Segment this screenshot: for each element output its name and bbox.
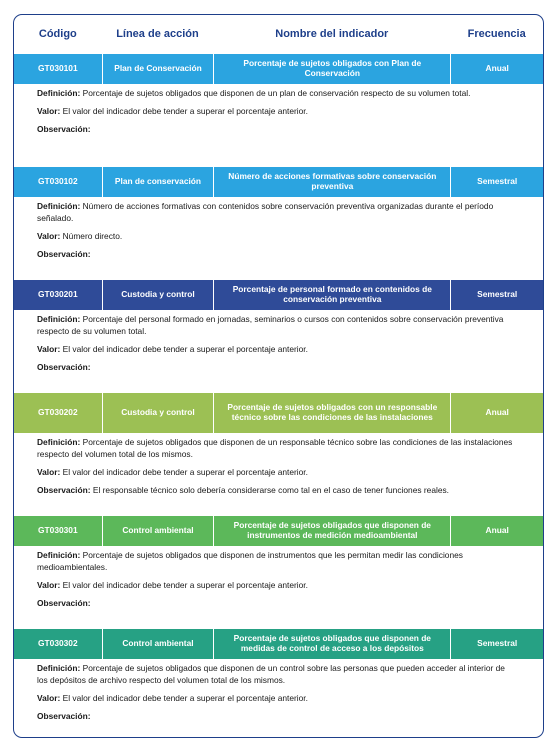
header-codigo: Código xyxy=(38,28,77,40)
definicion-label: Definición: xyxy=(37,437,81,447)
definicion-label: Definición: xyxy=(37,314,81,324)
valor-label: Valor: xyxy=(37,467,61,477)
definicion-text: Porcentaje de sujetos obligados que disponen de un control sobre las personas que pueden acceder al interior de los depósitos de archivo respecto del volumen total de los mismos. xyxy=(37,663,505,685)
definicion-label: Definición: xyxy=(37,88,81,98)
indicator-linea: Plan de Conservación xyxy=(102,54,214,84)
valor-line xyxy=(37,343,543,355)
header-frecuencia: Frecuencia xyxy=(467,28,526,40)
valor-text: El valor del indicador debe tender a superar el porcentaje anterior. xyxy=(62,580,308,590)
valor-line xyxy=(37,692,543,704)
table-header xyxy=(14,15,543,53)
indicator-code: GT030201 xyxy=(38,289,78,300)
observacion-line xyxy=(37,710,543,722)
indicator-nombre: Porcentaje de sujetos obligados que disponen de instrumentos de medición medioambiental xyxy=(213,516,450,546)
valor-label: Valor: xyxy=(37,106,61,116)
valor-label: Valor: xyxy=(37,693,61,703)
valor-text: El valor del indicador debe tender a superar el porcentaje anterior. xyxy=(62,344,308,354)
indicator-code: GT030301 xyxy=(38,525,78,536)
definicion-label: Definición: xyxy=(37,663,81,673)
observacion-label: Observación: xyxy=(37,711,91,721)
indicator-row-bar xyxy=(14,279,543,310)
observacion-label: Observación: xyxy=(37,598,91,608)
valor-label: Valor: xyxy=(37,580,61,590)
indicator-frecuencia: Semestral xyxy=(450,167,543,197)
indicator-linea: Custodia y control xyxy=(102,393,214,433)
indicator-details xyxy=(14,84,543,166)
valor-line xyxy=(37,105,543,117)
observacion-line xyxy=(37,484,543,496)
indicator-details xyxy=(14,433,543,515)
valor-text: El valor del indicador debe tender a superar el porcentaje anterior. xyxy=(62,467,308,477)
indicator-row-bar xyxy=(14,392,543,433)
definicion-line xyxy=(37,436,543,460)
indicator-code: GT030202 xyxy=(38,407,78,418)
header-nombre: Nombre del indicador xyxy=(275,28,389,40)
header-linea: Línea de acción xyxy=(116,28,199,40)
valor-line xyxy=(37,230,543,242)
valor-line xyxy=(37,466,543,478)
indicator-linea: Custodia y control xyxy=(102,280,214,310)
definicion-label: Definición: xyxy=(37,201,81,211)
valor-text: Número directo. xyxy=(62,231,123,241)
indicator-frecuencia: Anual xyxy=(450,516,543,546)
definicion-label: Definición: xyxy=(37,550,81,560)
indicator-row-bar xyxy=(14,53,543,84)
observacion-label: Observación: xyxy=(37,249,91,259)
definicion-line xyxy=(37,662,543,686)
indicator-row-bar xyxy=(14,166,543,197)
indicator-row-bar xyxy=(14,515,543,546)
indicator-nombre: Porcentaje de sujetos obligados que disponen de medidas de control de acceso a los depósitos xyxy=(213,629,450,659)
valor-text: El valor del indicador debe tender a superar el porcentaje anterior. xyxy=(62,106,308,116)
indicator-table xyxy=(13,14,544,738)
valor-line xyxy=(37,579,543,591)
indicator-details xyxy=(14,310,543,392)
definicion-line xyxy=(37,200,543,224)
indicator-frecuencia: Semestral xyxy=(450,629,543,659)
definicion-line xyxy=(37,549,543,573)
definicion-text: Número de acciones formativas con contenidos sobre conservación preventiva organizadas durante el período señalado. xyxy=(37,201,494,223)
indicator-nombre: Porcentaje de sujetos obligados con un responsable técnico sobre las condiciones de las instalaciones xyxy=(213,393,450,433)
observacion-line xyxy=(37,248,543,260)
indicator-nombre: Porcentaje de sujetos obligados con Plan de Conservación xyxy=(213,54,450,84)
observacion-text: El responsable técnico solo debería considerarse como tal en el caso de tener funciones reales. xyxy=(92,485,450,495)
definicion-text: Porcentaje del personal formado en jornadas, seminarios o cursos con contenidos sobre conservación preventiva respecto de su volumen total. xyxy=(37,314,504,336)
indicator-details xyxy=(14,659,543,738)
indicator-details xyxy=(14,197,543,279)
indicator-nombre: Número de acciones formativas sobre conservación preventiva xyxy=(213,167,450,197)
indicator-code: GT030102 xyxy=(38,176,78,187)
indicator-row-bar xyxy=(14,628,543,659)
observacion-line xyxy=(37,123,543,135)
indicator-frecuencia: Semestral xyxy=(450,280,543,310)
valor-text: El valor del indicador debe tender a superar el porcentaje anterior. xyxy=(62,693,308,703)
indicator-linea: Control ambiental xyxy=(102,629,214,659)
definicion-text: Porcentaje de sujetos obligados que disponen de un plan de conservación respecto de su volumen total. xyxy=(82,88,471,98)
indicator-frecuencia: Anual xyxy=(450,54,543,84)
indicator-code: GT030101 xyxy=(38,63,78,74)
valor-label: Valor: xyxy=(37,344,61,354)
definicion-text: Porcentaje de sujetos obligados que disponen de instrumentos que les permitan medir las condiciones medioambientales. xyxy=(37,550,463,572)
definicion-line xyxy=(37,87,543,99)
indicator-details xyxy=(14,546,543,628)
observacion-label: Observación: xyxy=(37,362,91,372)
observacion-label: Observación: xyxy=(37,485,91,495)
indicator-linea: Control ambiental xyxy=(102,516,214,546)
valor-label: Valor: xyxy=(37,231,61,241)
definicion-text: Porcentaje de sujetos obligados que disponen de un responsable técnico sobre las condiciones de las instalaciones respecto del volumen total de los mismos. xyxy=(37,437,513,459)
observacion-line xyxy=(37,597,543,609)
observacion-line xyxy=(37,361,543,373)
observacion-label: Observación: xyxy=(37,124,91,134)
indicator-frecuencia: Anual xyxy=(450,393,543,433)
indicator-code: GT030302 xyxy=(38,638,78,649)
definicion-line xyxy=(37,313,543,337)
indicator-nombre: Porcentaje de personal formado en contenidos de conservación preventiva xyxy=(213,280,450,310)
indicator-linea: Plan de conservación xyxy=(102,167,214,197)
